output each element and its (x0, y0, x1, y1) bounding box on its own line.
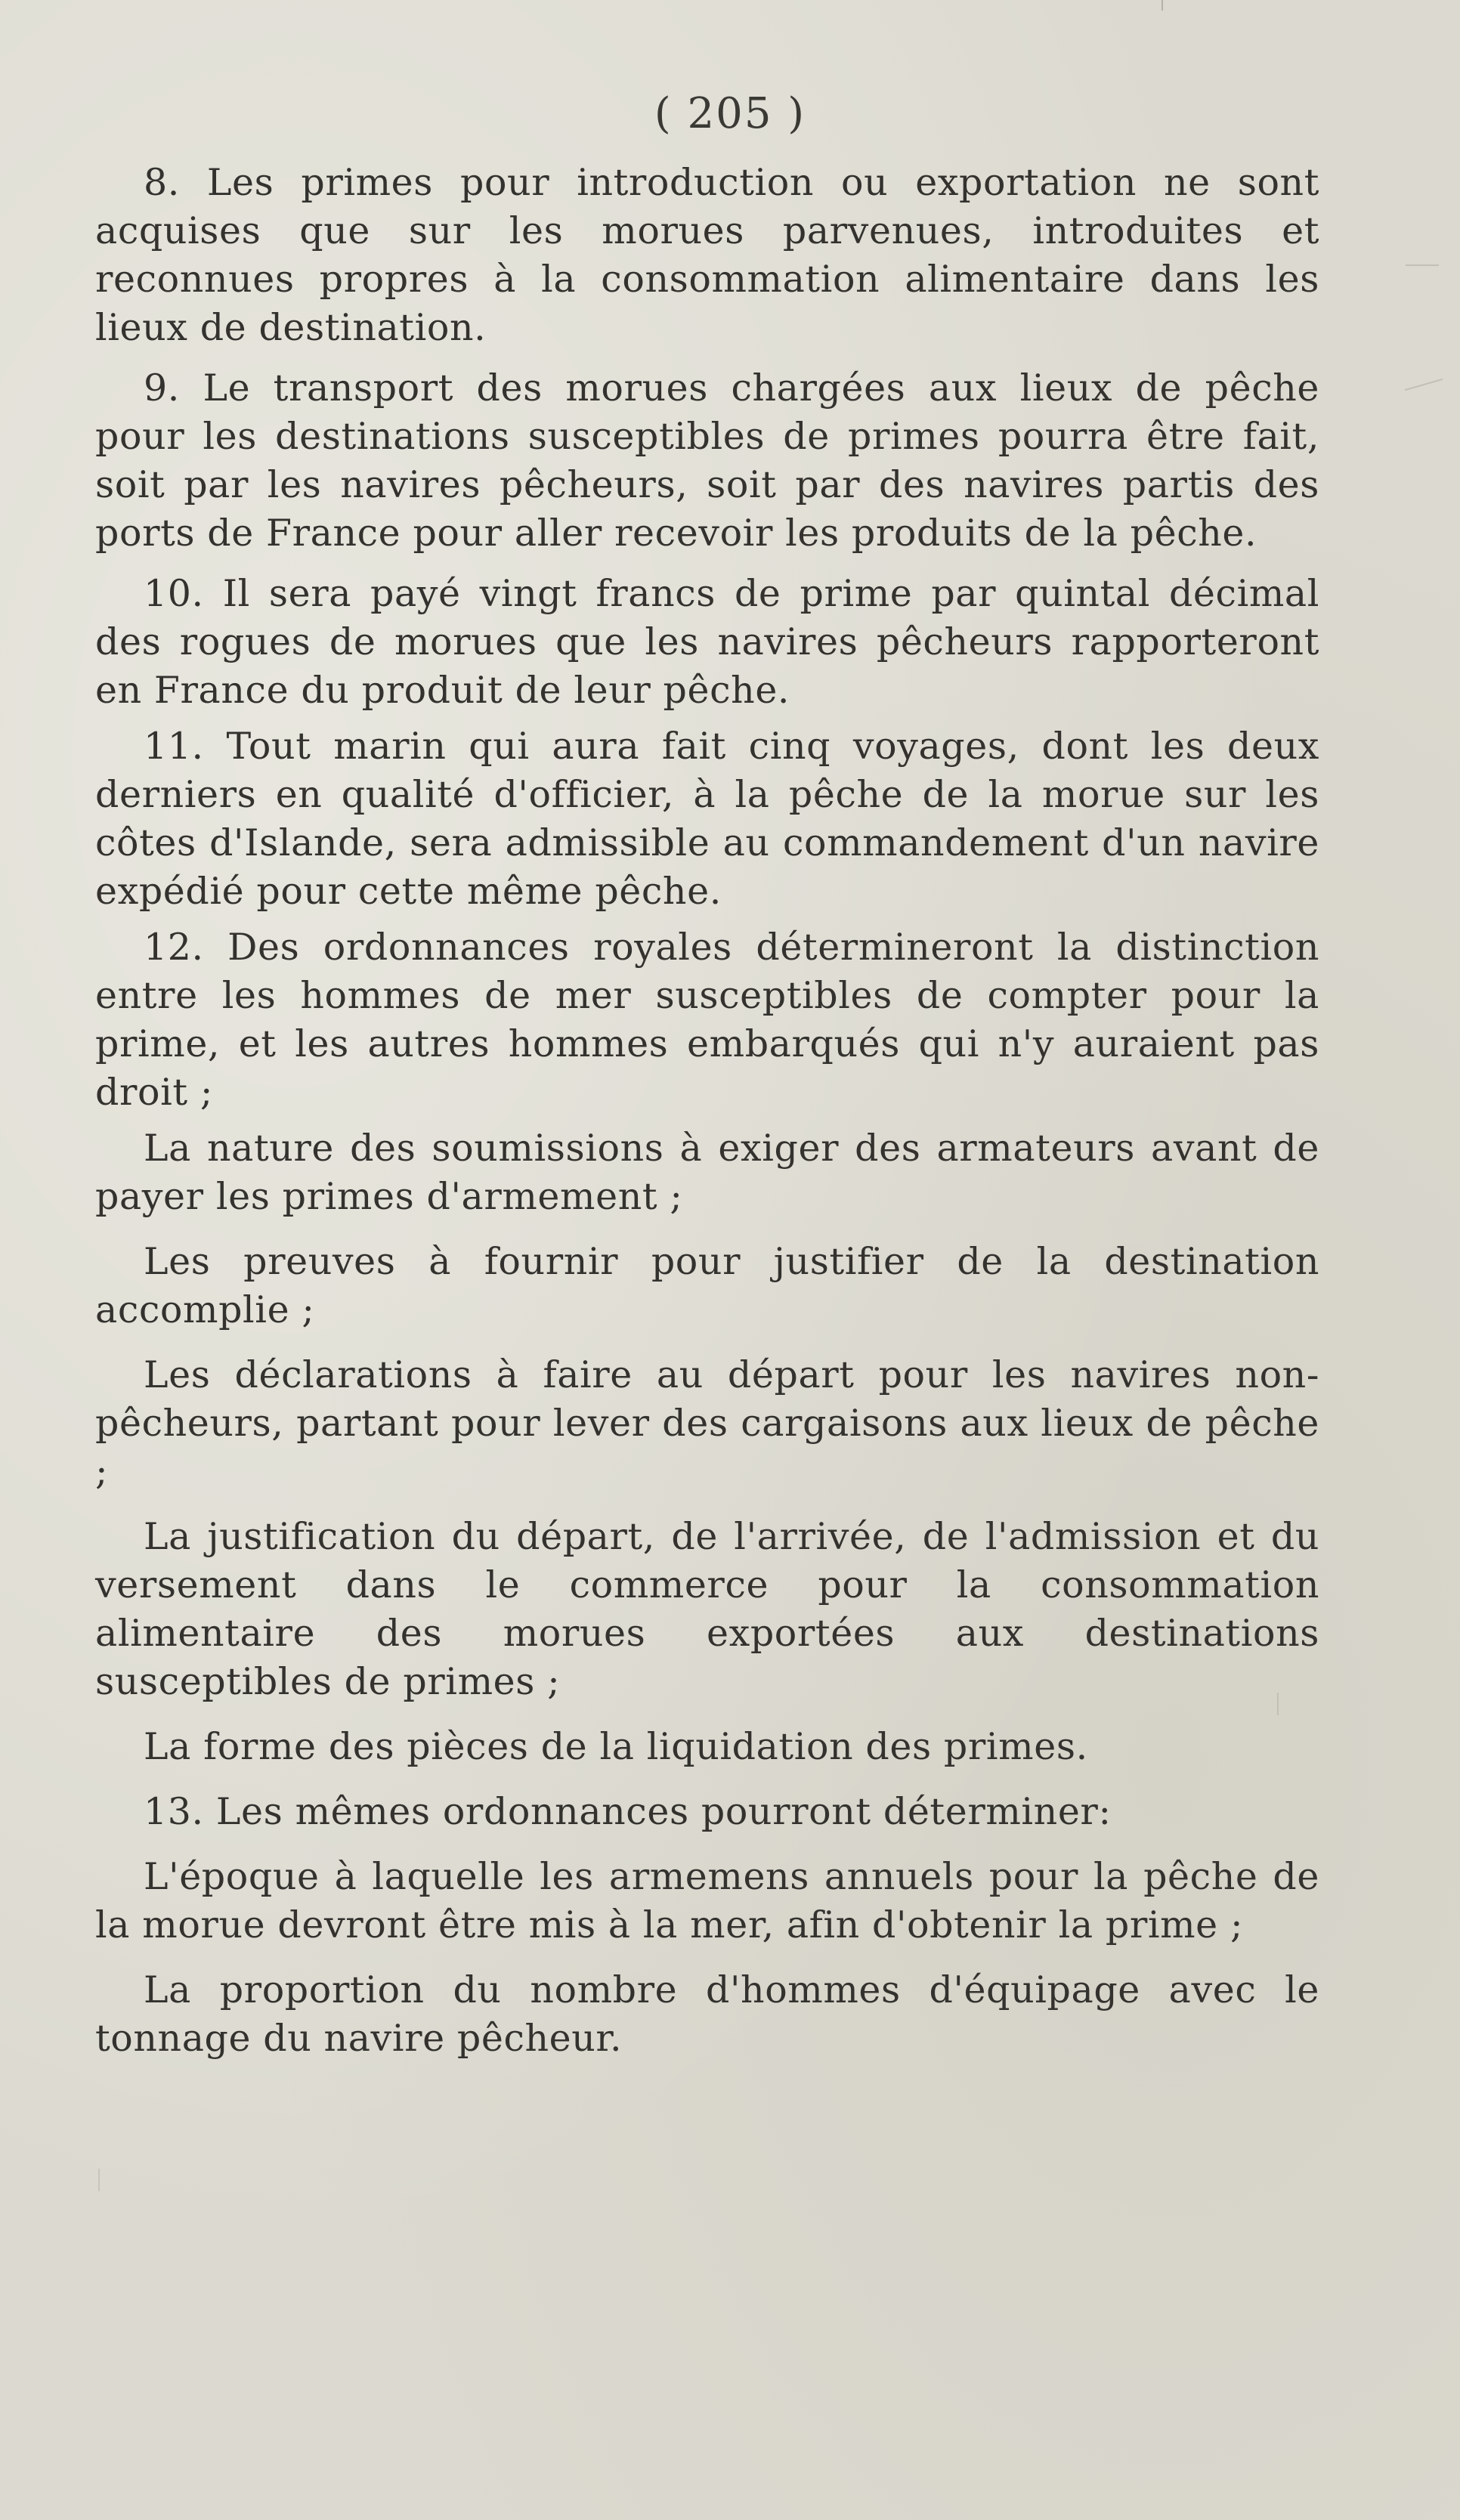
article-text: Il sera payé vingt francs de prime par quintal décimal des rogues de morues que les navires pêcheurs rapporteront en France du produit de leur pêche. (95, 572, 1319, 712)
article-12 (95, 923, 1319, 1117)
article-text: Le transport des morues chargées aux lieux de pêche pour les destinations susceptibles de primes pourra être fait, soit par les navires pêcheurs, soit par des navires partis des ports de France pour aller recevoir les produits de la pêche. (95, 366, 1319, 555)
article-number: 12. (144, 926, 204, 969)
article-text: La proportion du nombre d'hommes d'équipage avec le tonnage du navire pêcheur. (95, 1968, 1319, 2060)
article-text: La forme des pièces de la liquidation des primes. (144, 1725, 1088, 1768)
article-8 (95, 159, 1319, 352)
article-text: Les déclarations à faire au départ pour les navires non-pêcheurs, partant pour lever des cargaisons aux lieux de pêche ; (95, 1353, 1319, 1493)
article-text: Des ordonnances royales détermineront la distinction entre les hommes de mer susceptibles de compter pour la prime, et les autres hommes embarqués qui n'y auraient pas droit ; (95, 926, 1319, 1114)
article-12-item (95, 1723, 1319, 1771)
article-9 (95, 364, 1319, 558)
article-12-item (95, 1351, 1319, 1496)
article-text: Tout marin qui aura fait cinq voyages, dont les deux derniers en qualité d'officier, à la pêche de la morue sur les côtes d'Islande, sera admissible au commandement d'un navire expédié pour cette même pêche. (95, 725, 1319, 913)
article-11 (95, 722, 1319, 916)
article-13-item (95, 1853, 1319, 1950)
scan-mark (1406, 264, 1439, 266)
page-number: ( 205 ) (654, 89, 806, 138)
article-text: La justification du départ, de l'arrivée, de l'admission et du versement dans le commerce pour la consommation alimentaire des morues exportées aux destinations susceptibles de primes ; (95, 1515, 1319, 1703)
scan-mark (1405, 379, 1443, 391)
article-text: La nature des soumissions à exiger des armateurs avant de payer les primes d'armement ; (95, 1127, 1319, 1218)
article-13-item (95, 1966, 1319, 2063)
article-number: 13. (144, 1790, 204, 1833)
article-text: Les preuves à fournir pour justifier de la destination accomplie ; (95, 1240, 1319, 1331)
article-text: L'époque à laquelle les armemens annuels pour la pêche de la morue devront être mis à la mer, afin d'obtenir la prime ; (95, 1855, 1319, 1946)
article-number: 11. (144, 725, 204, 768)
article-12-item (95, 1238, 1319, 1334)
article-number: 9. (144, 366, 180, 410)
article-13 (95, 1788, 1319, 1836)
article-10 (95, 570, 1319, 715)
article-12-item (95, 1513, 1319, 1706)
article-text: Les mêmes ordonnances pourront déterminer: (215, 1790, 1112, 1833)
article-number: 10. (144, 572, 204, 615)
article-number: 8. (144, 161, 180, 204)
article-12-item (95, 1124, 1319, 1221)
body-text (95, 159, 1319, 2063)
article-text: Les primes pour introduction ou exportation ne sont acquises que sur les morues parvenues, introduites et reconnues propres à la consommation alimentaire dans les lieux de destination. (95, 161, 1319, 349)
scan-mark (98, 2169, 100, 2191)
scan-mark (1162, 0, 1163, 11)
